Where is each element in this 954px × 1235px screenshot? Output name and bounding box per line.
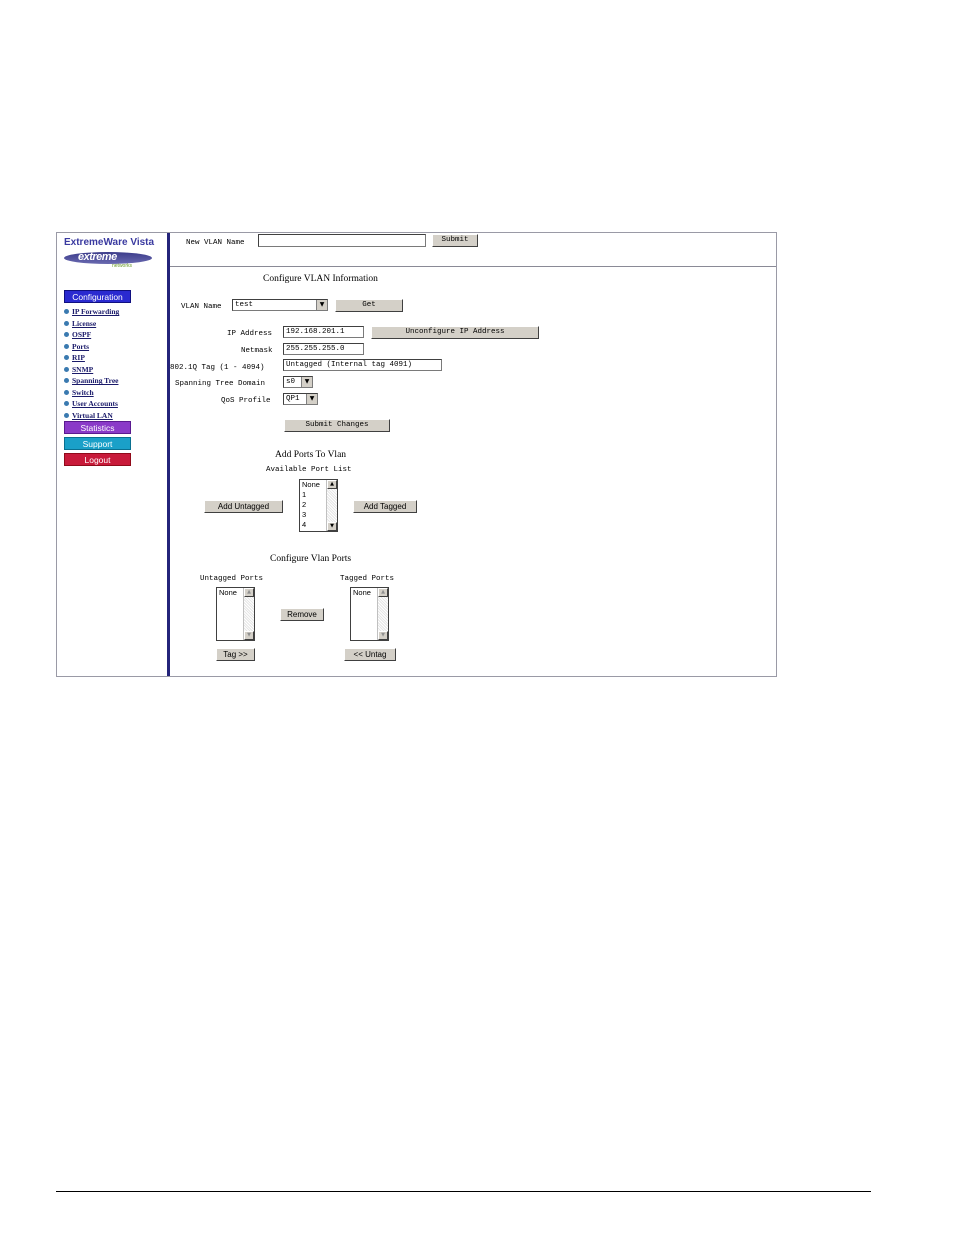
nav-link-label[interactable]: Switch	[72, 387, 94, 397]
list-option[interactable]: 2	[302, 500, 307, 509]
nav-link-label[interactable]: License	[72, 318, 97, 328]
nav-link-snmp[interactable]	[64, 364, 119, 376]
section-divider	[170, 266, 776, 267]
qos-profile-label: QoS Profile	[221, 397, 271, 405]
spanning-tree-domain-label: Spanning Tree Domain	[175, 380, 266, 388]
scroll-up-icon[interactable]: ▲	[327, 480, 337, 489]
list-option[interactable]: 3	[302, 510, 307, 519]
new-vlan-submit-button[interactable]: Submit	[432, 234, 478, 247]
nav-logout-button[interactable]: Logout	[64, 453, 131, 466]
bullet-icon	[64, 355, 69, 360]
submit-changes-button[interactable]: Submit Changes	[284, 419, 390, 432]
nav-support-button[interactable]: Support	[64, 437, 131, 450]
add-ports-heading: Add Ports To Vlan	[275, 450, 347, 460]
scroll-up-icon[interactable]: ▲	[244, 588, 254, 597]
untagged-ports-label: Untagged Ports	[200, 575, 264, 583]
list-option[interactable]: 4	[302, 520, 307, 529]
tag-label: 802.1Q Tag (1 - 4094)	[170, 364, 265, 372]
extreme-networks-logo	[64, 250, 152, 272]
scroll-down-icon[interactable]: ▼	[378, 631, 388, 640]
scroll-up-icon[interactable]: ▲	[378, 588, 388, 597]
nav-statistics-button[interactable]: Statistics	[64, 421, 131, 434]
nav-link-label[interactable]: SNMP	[72, 364, 94, 374]
list-option[interactable]: 1	[302, 490, 307, 499]
scroll-down-icon[interactable]: ▼	[327, 522, 337, 531]
logo-subtext: networks	[112, 263, 133, 269]
nav-link-label[interactable]: RIP	[72, 353, 85, 363]
available-port-list-label: Available Port List	[266, 466, 352, 474]
bullet-icon	[64, 413, 69, 418]
bullet-icon	[64, 332, 69, 337]
nav-link-ports[interactable]	[64, 341, 119, 353]
vlan-name-value: test	[235, 301, 254, 309]
chevron-down-icon: ▼	[301, 377, 312, 387]
nav-link-label[interactable]: Spanning Tree	[72, 376, 119, 386]
bullet-icon	[64, 309, 69, 314]
untagged-ports-listbox[interactable]	[216, 587, 255, 641]
netmask-input[interactable]: 255.255.255.0	[283, 343, 364, 355]
bullet-icon	[64, 401, 69, 406]
sidebar	[57, 233, 167, 676]
scroll-down-icon[interactable]: ▼	[244, 631, 254, 640]
nav-link-label[interactable]: OSPF	[72, 330, 92, 340]
nav-link-ip-forwarding[interactable]	[64, 306, 119, 318]
add-untagged-button[interactable]: Add Untagged	[204, 500, 283, 513]
ip-address-input[interactable]: 192.168.201.1	[283, 326, 364, 338]
nav-link-label[interactable]: User Accounts	[72, 399, 118, 409]
logo-text: extreme	[78, 251, 117, 263]
nav-link-virtual-lan[interactable]	[64, 410, 119, 422]
netmask-label: Netmask	[241, 347, 273, 355]
list-option[interactable]: None	[219, 588, 237, 597]
tag-button[interactable]: Tag >>	[216, 648, 255, 661]
browser-frame	[56, 232, 777, 677]
bullet-icon	[64, 321, 69, 326]
bullet-icon	[64, 390, 69, 395]
chevron-down-icon: ▼	[306, 394, 317, 404]
nav-link-label[interactable]: Ports	[72, 341, 90, 351]
nav-link-rip[interactable]	[64, 352, 119, 364]
vlan-name-select[interactable]	[232, 299, 328, 311]
qos-profile-value: QP1	[286, 395, 300, 403]
list-option[interactable]: None	[353, 588, 371, 597]
available-port-listbox[interactable]	[299, 479, 338, 532]
spanning-tree-domain-select[interactable]	[283, 376, 313, 388]
bullet-icon	[64, 378, 69, 383]
qos-profile-select[interactable]	[283, 393, 318, 405]
get-button[interactable]: Get	[335, 299, 403, 312]
new-vlan-name-label: New VLAN Name	[186, 239, 245, 247]
bullet-icon	[64, 367, 69, 372]
configure-vlan-heading: Configure VLAN Information	[263, 274, 378, 284]
chevron-down-icon: ▼	[316, 300, 327, 310]
brand-title: ExtremeWare Vista	[64, 237, 155, 248]
ip-address-label: IP Address	[227, 330, 273, 338]
untag-button[interactable]: << Untag	[344, 648, 396, 661]
tag-input[interactable]: Untagged (Internal tag 4091)	[283, 359, 442, 371]
list-option[interactable]: None	[302, 480, 320, 489]
spanning-tree-domain-value: s0	[286, 378, 296, 386]
unconfigure-ip-button[interactable]: Unconfigure IP Address	[371, 326, 539, 339]
nav-link-spanning-tree[interactable]	[64, 375, 119, 387]
main-content	[170, 233, 776, 676]
bullet-icon	[64, 344, 69, 349]
nav-link-label[interactable]: IP Forwarding	[72, 307, 120, 317]
remove-button[interactable]: Remove	[280, 608, 324, 621]
configure-vlan-ports-heading: Configure Vlan Ports	[270, 554, 352, 564]
tagged-ports-listbox[interactable]	[350, 587, 389, 641]
nav-link-user-accounts[interactable]	[64, 398, 119, 410]
tagged-ports-label: Tagged Ports	[340, 575, 395, 583]
nav-link-license[interactable]	[64, 318, 119, 330]
nav-link-switch[interactable]	[64, 387, 119, 399]
add-tagged-button[interactable]: Add Tagged	[353, 500, 417, 513]
new-vlan-name-input[interactable]	[258, 234, 426, 247]
nav-link-ospf[interactable]	[64, 329, 119, 341]
vlan-name-label: VLAN Name	[181, 303, 222, 311]
nav-configuration-button[interactable]: Configuration	[64, 290, 131, 303]
config-links	[64, 306, 119, 421]
footer-rule	[56, 1191, 871, 1192]
nav-link-label[interactable]: Virtual LAN	[72, 410, 113, 420]
